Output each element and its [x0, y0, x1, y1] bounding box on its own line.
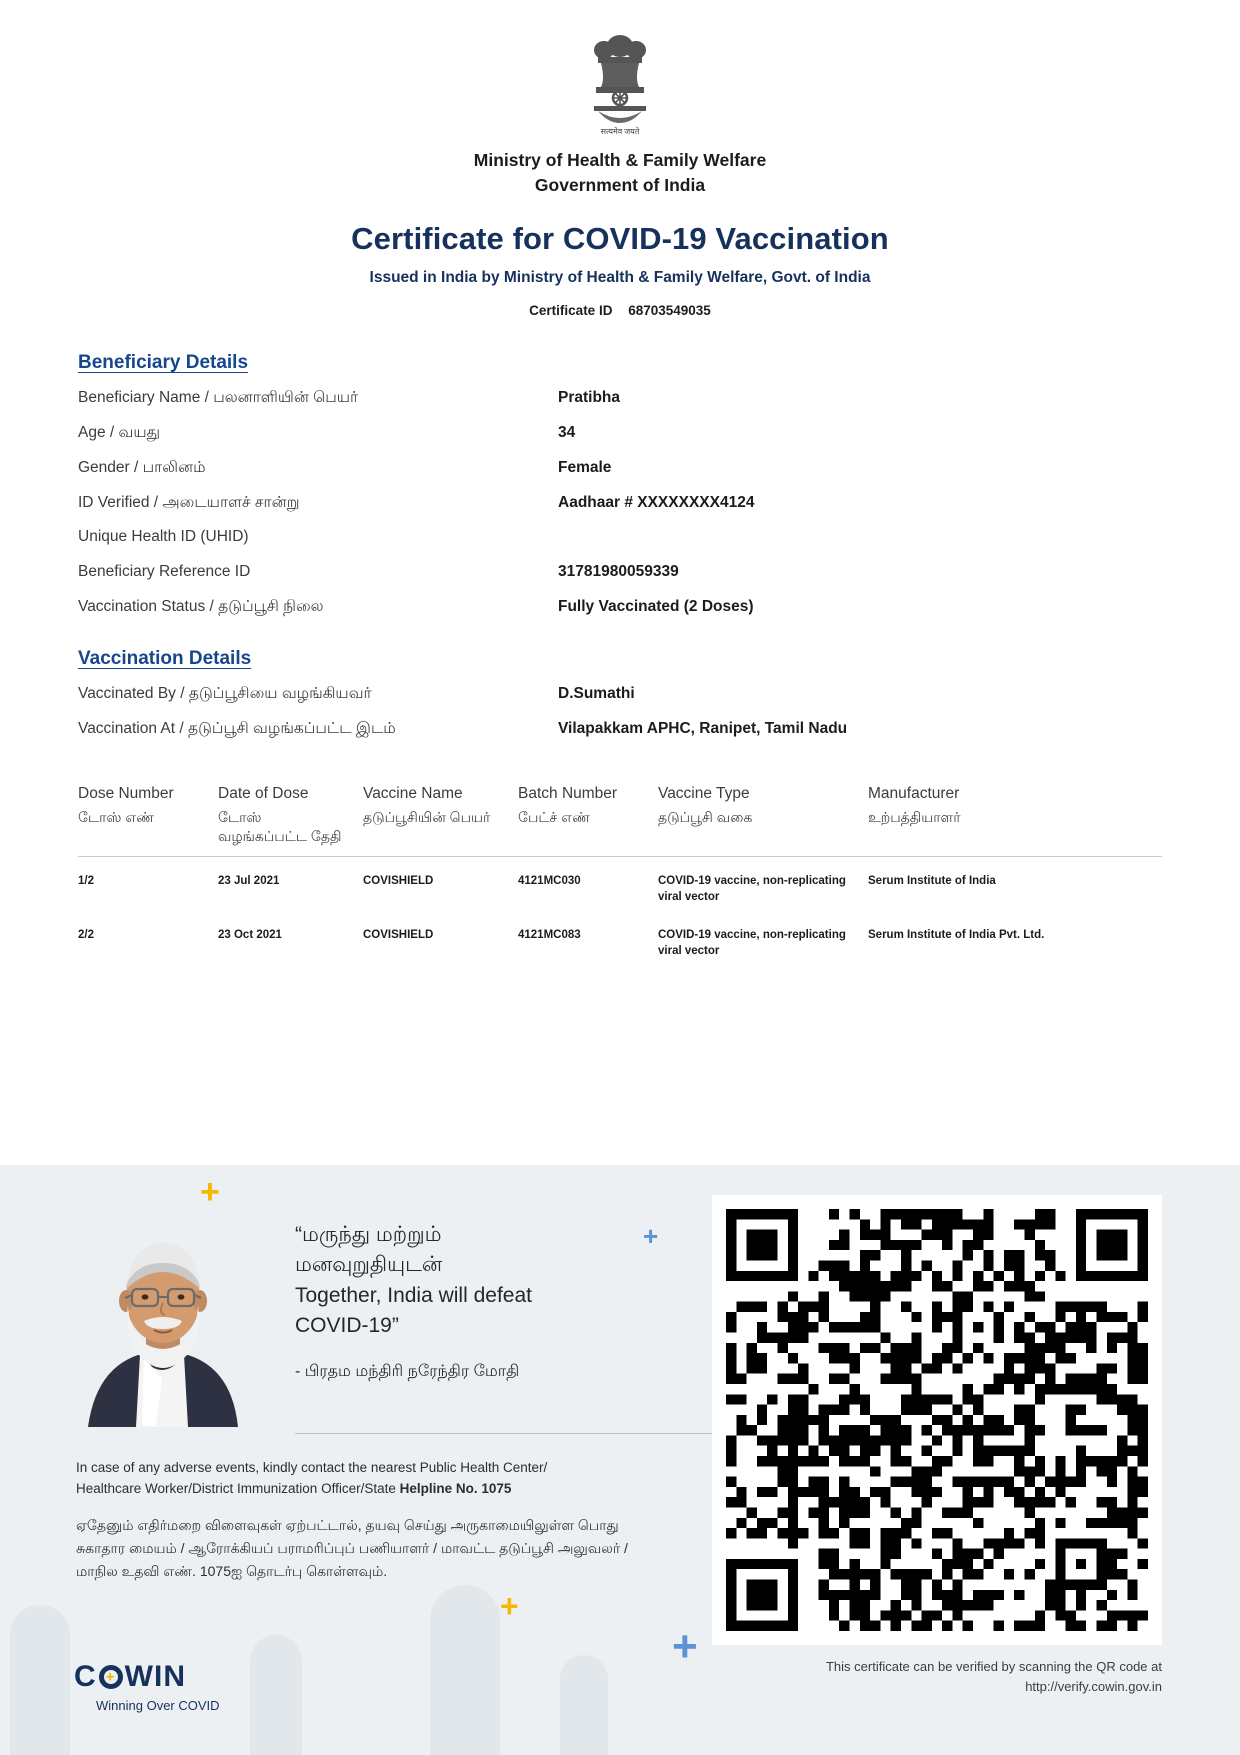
field-beneficiary-name: [78, 388, 1162, 409]
ministry-name: [0, 148, 1240, 199]
cell-dose-number: 2/2: [78, 928, 94, 941]
field-label: Vaccination Status / தடுப்பூசி நிலை: [78, 598, 324, 616]
cell-manufacturer: Serum Institute of India Pvt. Ltd.: [868, 928, 1045, 941]
field-vaccinated-by: [78, 684, 1162, 705]
cowin-branding: [74, 1660, 220, 1713]
vaccination-section-title: Vaccination Details: [78, 648, 252, 670]
dose-table-wrapper: [0, 784, 1240, 965]
field-label: Age / வயது: [78, 423, 161, 441]
certificate-id-label: Certificate ID: [529, 302, 613, 318]
field-gender: [78, 458, 1162, 479]
cowin-tagline: Winning Over COVID: [96, 1698, 220, 1713]
field-id-verified: [78, 493, 1162, 514]
cell-batch: 4121MC083: [518, 928, 581, 941]
page-subtitle: Issued in India by Ministry of Health & Family Welfare, Govt. of India: [369, 268, 871, 286]
column-label-ta: உற்பத்தியாளர்: [868, 808, 961, 825]
footer-divider: [295, 1433, 715, 1434]
cell-vaccine-name: COVISHIELD: [363, 874, 434, 887]
field-value: Female: [558, 458, 612, 476]
vaccination-details-section: [0, 648, 1240, 740]
column-dose-number: [78, 784, 218, 856]
qr-note-line-1: This certificate can be verified by scanning the QR code at: [825, 1659, 1162, 1674]
plus-decoration-icon: +: [200, 1173, 220, 1211]
background-silhouette: [560, 1655, 608, 1755]
column-manufacturer: [868, 784, 1162, 856]
quote-attribution: - பிரதம மந்திரி நரேந்திர மோதி: [295, 1362, 520, 1380]
field-value: Pratibha: [558, 388, 621, 406]
table-row: [78, 911, 1162, 965]
field-label: Gender / பாலினம்: [78, 458, 206, 476]
column-label-ta: டோஸ் வழங்கப்பட்ட தேதி: [218, 808, 342, 844]
certificate-id: [0, 303, 1240, 318]
table-row: [78, 856, 1162, 911]
adverse-event-notes: [76, 1458, 676, 1583]
ministry-line-2: Government of India: [534, 175, 706, 196]
field-value: Fully Vaccinated (2 Doses): [558, 598, 754, 616]
prime-minister-portrait: [70, 1227, 255, 1427]
column-label-en: Vaccine Type: [658, 785, 750, 803]
quote-line-1: “மருந்து மற்றும்: [295, 1223, 442, 1246]
column-label-ta: பேட்ச் எண்: [518, 808, 590, 825]
field-age: [78, 423, 1162, 444]
emblem-motto: सत्यमेव जयते: [600, 127, 640, 136]
field-value: D.Sumathi: [558, 685, 635, 703]
field-vaccination-at: [78, 719, 1162, 740]
column-date-of-dose: [218, 784, 363, 856]
column-label-ta: தடுப்பூசி வகை: [658, 808, 753, 825]
cell-date: 23 Jul 2021: [218, 874, 280, 887]
qr-code-canvas: [726, 1209, 1148, 1631]
cowin-logo-left: C: [74, 1660, 97, 1693]
field-label: Beneficiary Name / பலனாளியின் பெயர்: [78, 388, 359, 406]
field-label: ID Verified / அடையாளச் சான்று: [78, 493, 300, 511]
cell-manufacturer: Serum Institute of India: [868, 874, 996, 887]
quote-line-2: மனவுறுதியுடன்: [295, 1253, 443, 1277]
note-tamil: [76, 1514, 676, 1583]
qr-note-line-2: http://verify.cowin.gov.in: [1025, 1678, 1162, 1694]
note-ta-line-1: ஏதேனும் எதிர்மறை விளைவுகள் ஏற்பட்டால், தயவு செய்து அருகாமையிலுள்ள பொது: [76, 1516, 619, 1533]
plus-decoration-icon: +: [500, 1588, 519, 1624]
cell-date: 23 Oct 2021: [218, 928, 282, 941]
cell-dose-number: 1/2: [78, 874, 94, 887]
field-value: 31781980059339: [558, 563, 679, 581]
cowin-logo: [74, 1660, 220, 1694]
page-title: Certificate for COVID-19 Vaccination: [351, 220, 889, 256]
column-label-en: Date of Dose: [218, 785, 309, 803]
ministry-line-1: Ministry of Health & Family Welfare: [473, 150, 767, 170]
cell-vaccine-name: COVISHIELD: [363, 928, 434, 941]
quote-line-4: COVID-19”: [295, 1314, 399, 1338]
column-label-ta: டோஸ் எண்: [78, 808, 155, 825]
column-label-ta: தடுப்பூசியின் பெயர்: [363, 808, 491, 825]
field-label: Unique Health ID (UHID): [78, 528, 249, 546]
certificate-header: [0, 0, 1240, 318]
dose-table: [78, 784, 1162, 965]
background-silhouette: [430, 1585, 500, 1755]
plus-decoration-icon: +: [643, 1221, 659, 1251]
cowin-logo-right: WIN: [124, 1660, 186, 1693]
field-label: Vaccinated By / தடுப்பூசியை வழங்கியவர்: [78, 685, 372, 703]
note-ta-line-3: மாநில உதவி எண். 1075ஐ தொடர்பு கொள்ளவும்.: [76, 1563, 388, 1580]
note-ta-line-2: சுகாதார மையம் / ஆரோக்கியப் பராமரிப்புப் பணியாளர் / மாவட்ட தடுப்பூசி அலுவலர் /: [76, 1539, 628, 1556]
note-en-line-2: Healthcare Worker/District Immunization Officer/State: [76, 1480, 400, 1496]
field-uhid: [78, 527, 1162, 548]
column-label-en: Dose Number: [78, 785, 174, 803]
qr-verification-note: [712, 1657, 1162, 1696]
pm-quote: [295, 1220, 695, 1382]
india-state-emblem-icon: [584, 30, 656, 142]
qr-code: [712, 1195, 1162, 1645]
cell-vaccine-type: COVID-19 vaccine, non-replicating viral vector: [658, 874, 846, 903]
plus-decoration-icon: +: [672, 1622, 698, 1671]
note-english: [76, 1458, 676, 1500]
quote-line-3: Together, India will defeat: [295, 1283, 532, 1307]
note-en-line-1: In case of any adverse events, kindly contact the nearest Public Health Center/: [76, 1460, 548, 1475]
background-silhouette: [10, 1605, 70, 1755]
column-label-en: Batch Number: [518, 785, 618, 803]
column-vaccine-type: [658, 784, 868, 856]
field-label: Vaccination At / தடுப்பூசி வழங்கப்பட்ட இடம்: [78, 720, 396, 738]
column-vaccine-name: [363, 784, 518, 856]
helpline-number: Helpline No. 1075: [399, 1480, 512, 1496]
column-label-en: Vaccine Name: [363, 785, 463, 803]
beneficiary-details-section: [0, 352, 1240, 618]
field-value: Vilapakkam APHC, Ranipet, Tamil Nadu: [558, 720, 848, 738]
field-value: Aadhaar # XXXXXXXX4124: [558, 493, 755, 511]
column-batch-number: [518, 784, 658, 856]
field-beneficiary-reference-id: [78, 562, 1162, 583]
footer-panel: [0, 1165, 1240, 1755]
table-header-row: [78, 784, 1162, 856]
cell-batch: 4121MC030: [518, 874, 581, 887]
field-vaccination-status: [78, 597, 1162, 618]
cell-vaccine-type: COVID-19 vaccine, non-replicating viral vector: [658, 928, 846, 958]
certificate-id-value: 68703549035: [628, 302, 711, 318]
cowin-ring-icon: [99, 1665, 123, 1689]
background-silhouette: [250, 1635, 302, 1755]
column-label-en: Manufacturer: [868, 785, 960, 803]
field-label: Beneficiary Reference ID: [78, 563, 251, 581]
field-value: 34: [558, 423, 576, 441]
beneficiary-section-title: Beneficiary Details: [78, 351, 249, 373]
